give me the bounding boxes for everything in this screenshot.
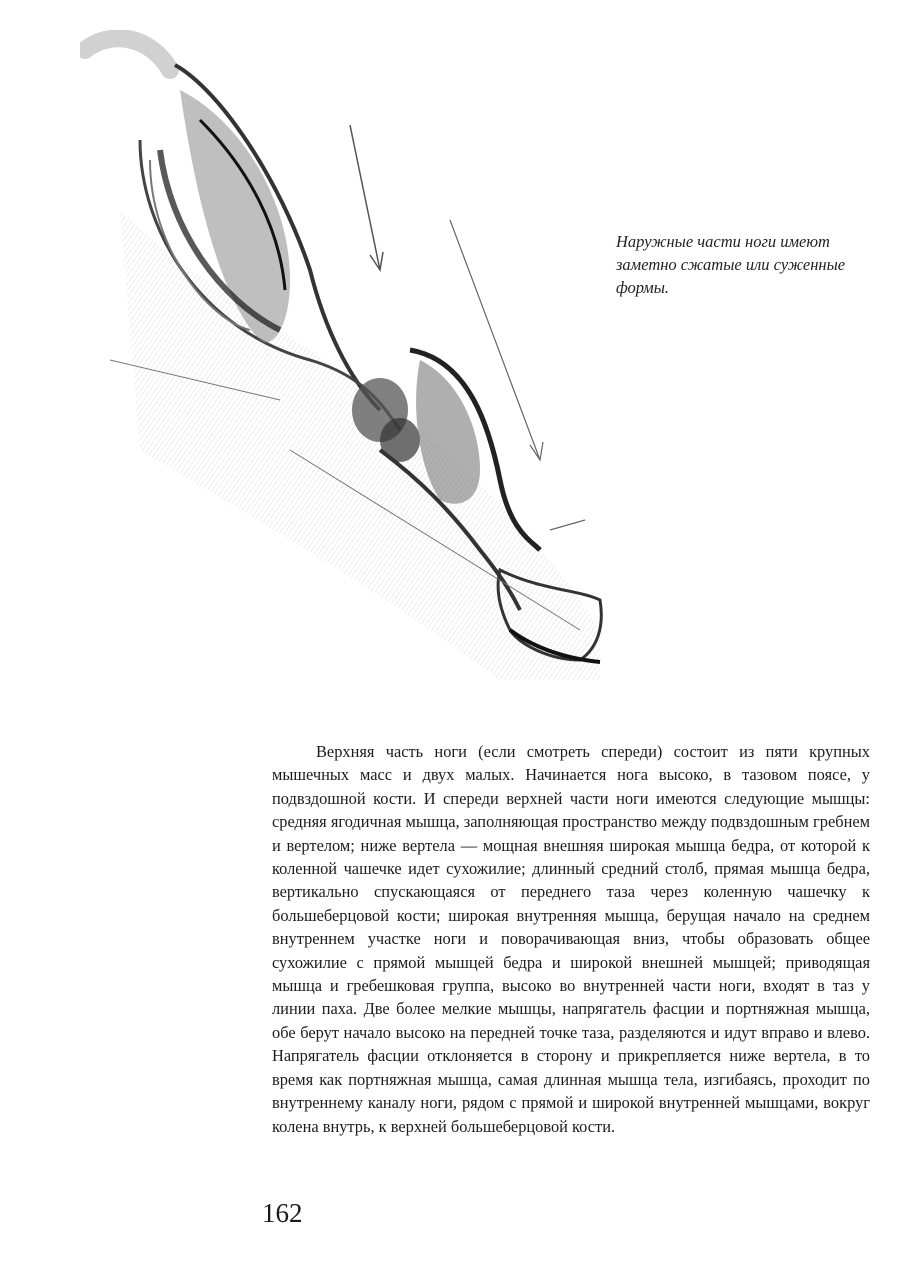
page-number: 162 bbox=[262, 1198, 303, 1228]
illustration-caption: Наружные части ноги имеют заметно сжатые или суженные формы. bbox=[616, 232, 846, 297]
leg-anatomy-illustration bbox=[80, 30, 620, 680]
body-paragraph: Верхняя часть ноги (если смотреть спереди) состоит из пяти крупных мышечных масс и двух малых. Начинается нога высоко, в тазовом поясе, у подвздошной кости. И спереди верхней части ноги имеются следующие мышцы: средняя ягодичная мышца, заполняющая пространство между подвздошным гребнем и вертелом; ниже вертела — мощная внешняя широкая мышца бедра, от которой к коленной чашечке идет сухожилие; длинный средний столб, прямая мышца бедра, вертикально спускающаяся от переднего таза через коленную чашечку к большеберцовой кости; широкая внутренняя мышца, берущая начало на среднем внутреннем участке ноги и поворачивающая вниз, чтобы образовать общее сухожилие с прямой мышцей бедра и широкой внешней мышцей; приводящая мышца и гребешковая группа, высоко во внутренней части ноги, входят в таз у линии паха. Две более мелкие мышцы, напрягатель фасции и портняжная мышца, обе берут начало высоко на передней точке таза, разделяются и идут вправо и влево. Напрягатель фасции отклоняется в сторону и прикрепляется ниже вертела, в то время как портняжная мышца, самая длинная мышца тела, изгибаясь, проходит по внутреннему каналу ноги, рядом с прямой и широкой внутренней мышцами, вокруг колена внутрь, к верхней большеберцовой кости. bbox=[272, 742, 870, 1136]
